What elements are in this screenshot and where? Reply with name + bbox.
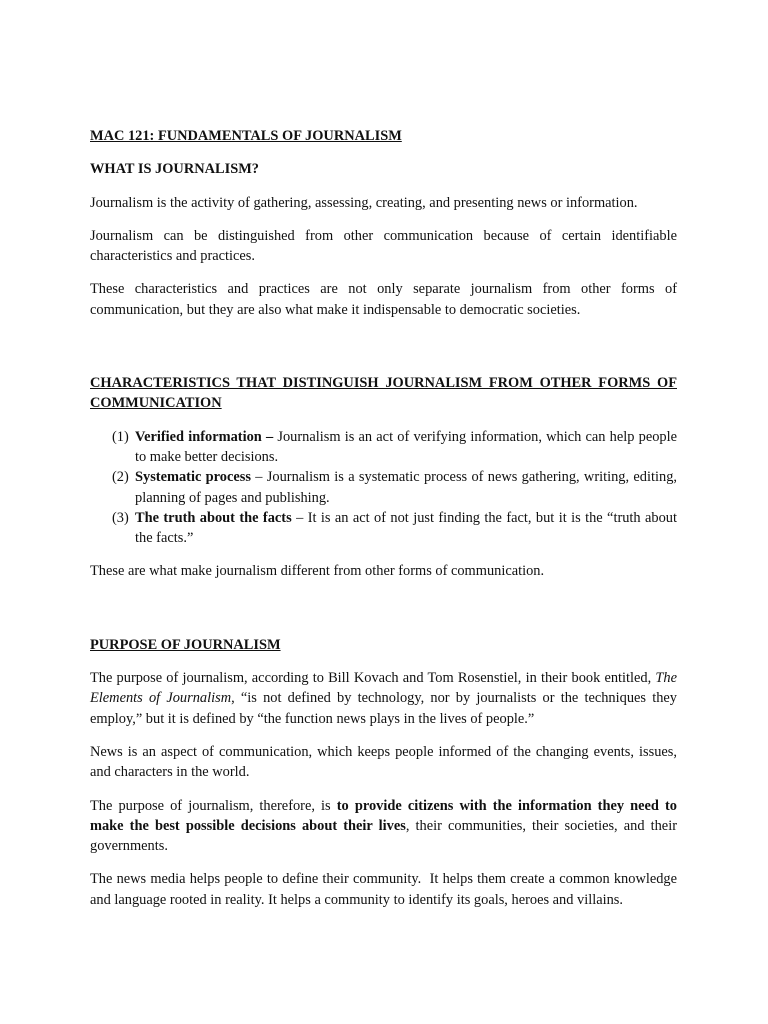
purpose-heading: PURPOSE OF JOURNALISM xyxy=(90,636,281,653)
purpose-text: The purpose of journalism, therefore, is xyxy=(90,797,337,814)
purpose-paragraph: News is an aspect of communication, which keeps people informed of the changing events, issues, and characters in the world. xyxy=(90,743,677,781)
purpose-text: , their communities, their societies, and their governments. xyxy=(90,817,677,855)
intro-paragraph: Journalism can be distinguished from other communication because of certain identifiable characteristics and practices. xyxy=(90,227,677,265)
purpose-text: , “is not defined by technology, nor by journalists or the techniques they employ,” but it is defined by “the function news plays in the lives of people.” xyxy=(90,690,677,727)
intro-paragraph: Journalism is the activity of gathering, assessing, creating, and presenting news or information. xyxy=(90,194,638,211)
list-item-text: Journalism is an act of verifying information, which can help people to make better decisions. xyxy=(135,428,678,465)
purpose-text: The purpose of journalism, according to Bill Kovach and Tom Rosenstiel, in their book entitled, xyxy=(90,670,656,687)
purpose-paragraph xyxy=(90,668,677,729)
course-title: MAC 121: FUNDAMENTALS OF JOURNALISM xyxy=(90,128,402,144)
characteristics-list xyxy=(90,427,677,549)
characteristics-conclusion: These are what make journalism different from other forms of communication. xyxy=(90,563,545,580)
list-item xyxy=(90,508,677,549)
list-item-number: (2) xyxy=(112,469,129,486)
list-item-term: Verified information – xyxy=(135,428,274,445)
purpose-paragraph: The news media helps people to define their community. It helps them create a common knowledge and language rooted in reality. It helps a community to identify its goals, heroes and villains. xyxy=(90,871,681,908)
purpose-emphasis: to provide citizens with the information they need to make the best possible decisions about their lives xyxy=(90,797,677,834)
what-is-journalism-heading: WHAT IS JOURNALISM? xyxy=(90,161,259,178)
purpose-paragraph xyxy=(90,796,677,857)
document-page xyxy=(90,126,681,910)
list-item xyxy=(90,427,677,468)
book-title: The Elements of Journalism xyxy=(90,670,677,707)
list-item xyxy=(90,467,677,508)
list-item-number: (3) xyxy=(112,509,129,526)
intro-paragraph: These characteristics and practices are not only separate journalism from other forms of communication, but they are also what make it indispensable to democratic societies. xyxy=(90,281,677,318)
list-item-term: The truth about the facts xyxy=(135,509,292,526)
characteristics-heading: CHARACTERISTICS THAT DISTINGUISH JOURNALISM FROM OTHER FORMS OF COMMUNICATION xyxy=(90,375,677,412)
list-item-term: Systematic process xyxy=(135,469,251,486)
list-item-text: – Journalism is a systematic process of news gathering, writing, editing, planning of pages and publishing. xyxy=(135,469,677,506)
list-item-text: – It is an act of not just finding the fact, but it is the “truth about the facts.” xyxy=(135,509,677,547)
list-item-number: (1) xyxy=(112,428,129,445)
